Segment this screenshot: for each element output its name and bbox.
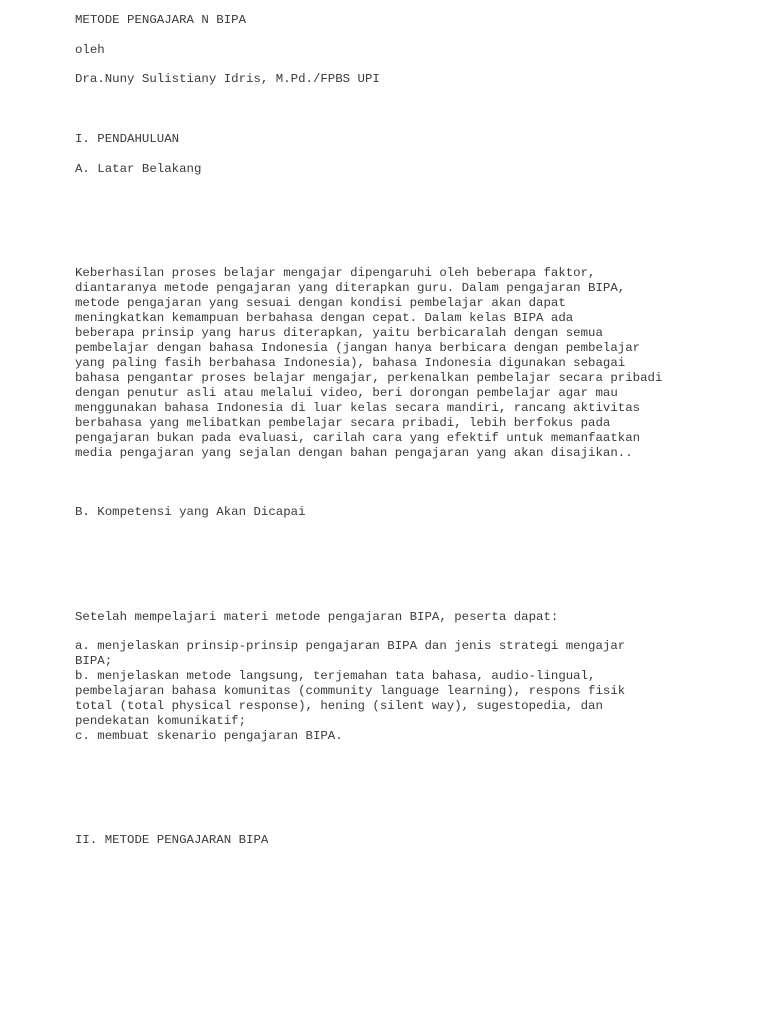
list-item: BIPA; [75,654,113,668]
paragraph-line: meningkatkan kemampuan berbahasa dengan cepat. Dalam kelas BIPA ada [75,311,574,325]
list-item: pendekatan komunikatif; [75,714,247,728]
subsection-heading-latar-belakang: A. Latar Belakang [75,162,202,176]
paragraph-line: menggunakan bahasa Indonesia di luar kelas secara mandiri, rancang aktivitas [75,401,641,415]
paragraph-line: metode pengajaran yang sesuai dengan kondisi pembelajar akan dapat [75,296,566,310]
author-line: Dra.Nuny Sulistiany Idris, M.Pd./FPBS UPI [75,72,380,86]
paragraph-line: media pengajaran yang sejalan dengan bahan pengajaran yang akan disajikan.. [75,446,633,460]
paragraph-line: pengajaran bukan pada evaluasi, carilah cara yang efektif untuk memanfaatkan [75,431,641,445]
paragraph-line: bahasa pengantar proses belajar mengajar, perkenalkan pembelajar secara pribadi [75,371,663,385]
competency-intro: Setelah mempelajari materi metode pengajaran BIPA, peserta dapat: [75,610,559,624]
list-item: b. menjelaskan metode langsung, terjemahan tata bahasa, audio-lingual, [75,669,596,683]
paragraph-line: pembelajar dengan bahasa Indonesia (jangan hanya berbicara dengan pembelajar [75,341,641,355]
paragraph-line: Keberhasilan proses belajar mengajar dipengaruhi oleh beberapa faktor, [75,266,596,280]
paragraph-latar-belakang [75,266,662,461]
paragraph-line: dengan penutur asli atau melalui video, beri dorongan pembelajar agar mau [75,386,618,400]
section-heading-metode: II. METODE PENGAJARAN BIPA [75,833,269,847]
byline-label: oleh [75,43,105,57]
subsection-heading-kompetensi: B. Kompetensi yang Akan Dicapai [75,505,306,519]
list-item: a. menjelaskan prinsip-prinsip pengajaran BIPA dan jenis strategi mengajar [75,639,626,653]
list-item: pembelajaran bahasa komunitas (community language learning), respons fisik [75,684,626,698]
list-item: total (total physical response), hening (silent way), sugestopedia, dan [75,699,603,713]
list-item: c. membuat skenario pengajaran BIPA. [75,729,343,743]
document-title: METODE PENGAJARA N BIPA [75,13,247,27]
paragraph-line: diantaranya metode pengajaran yang diterapkan guru. Dalam pengajaran BIPA, [75,281,626,295]
paragraph-line: beberapa prinsip yang harus diterapkan, yaitu berbicaralah dengan semua [75,326,603,340]
competency-list [75,639,625,744]
paragraph-line: yang paling fasih berbahasa Indonesia), bahasa Indonesia digunakan sebagai [75,356,626,370]
paragraph-line: berbahasa yang melibatkan pembelajar secara pribadi, lebih berfokus pada [75,416,611,430]
section-heading-pendahuluan: I. PENDAHULUAN [75,132,180,146]
